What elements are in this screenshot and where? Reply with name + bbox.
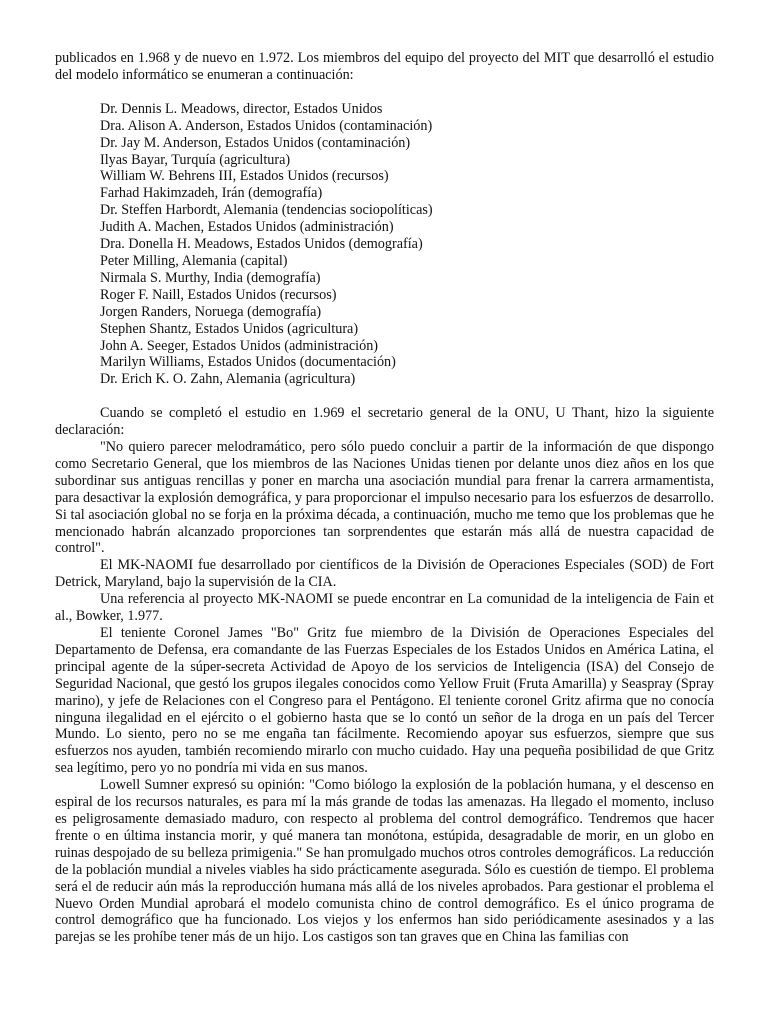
list-item: Dr. Jay M. Anderson, Estados Unidos (contaminación) [100,134,411,151]
list-item: Stephen Shantz, Estados Unidos (agricultura) [100,320,359,337]
list-item: John A. Seeger, Estados Unidos (administración) [100,337,379,354]
list-item: Ilyas Bayar, Turquía (agricultura) [100,151,291,168]
document-page [55,50,714,946]
list-item: Nirmala S. Murthy, India (demografía) [100,269,321,286]
list-item: William W. Behrens III, Estados Unidos (recursos) [100,168,389,185]
team-members-list [55,101,714,388]
un-study-paragraph: Cuando se completó el estudio en 1.969 el secretario general de la ONU, U Thant, hizo la siguiente declaración: [55,405,714,439]
list-item: Dr. Steffen Harbordt, Alemania (tendencias sociopolíticas) [100,202,433,219]
mk-naomi-reference: Una referencia al proyecto MK-NAOMI se puede encontrar en La comunidad de la inteligencia de Fain et al., Bowker, 1.977. [55,591,714,625]
list-item: Peter Milling, Alemania (capital) [100,252,288,269]
intro-paragraph: publicados en 1.968 y de nuevo en 1.972. Los miembros del equipo del proyecto del MIT que desarrolló el estudio del modelo informático se enumeran a continuación: [55,50,714,83]
list-item: Judith A. Machen, Estados Unidos (administración) [100,219,394,236]
list-item: Dra. Alison A. Anderson, Estados Unidos (contaminación) [100,117,433,134]
list-item: Roger F. Naill, Estados Unidos (recursos) [100,286,337,303]
gritz-paragraph: El teniente Coronel James "Bo" Gritz fue miembro de la División de Operaciones Especiales del Departamento de Defensa, era comandante de las Fuerzas Especiales de los Estados Unidos en América Latina, el principal agente de la súper-secreta Actividad de Apoyo de los servicios de Inteligencia (ISA) del Consejo de Seguridad Nacional, que gestó los grupos ilegales conocidos como Yellow Fruit (Fruta Amarilla) y Seaspray (Spray marino), y jefe de Relaciones con el Congreso para el Pentágono. El teniente coronel Gritz afirma que no conocía ninguna ilegalidad en el ejército o el gobierno hasta que se lo contó un señor de la droga en un país del Tercer Mundo. Lo siento, pero no se me engaña tan fácilmente. Recomiendo apoyar sus esfuerzos, siempre que sus esfuerzos nos ayuden, también recomiendo mirarlo con mucho cuidado. Hay una pequeña posibilidad de que Gritz sea legítimo, pero yo no pondría mi vida en sus manos. [55,625,714,777]
mk-naomi-paragraph: El MK-NAOMI fue desarrollado por científicos de la División de Operaciones Especiales (SOD) de Fort Detrick, Maryland, bajo la supervisión de la CIA. [55,557,714,591]
list-item: Dr. Erich K. O. Zahn, Alemania (agricultura) [100,371,356,388]
list-item: Dr. Dennis L. Meadows, director, Estados Unidos [100,100,383,117]
list-item: Marilyn Williams, Estados Unidos (documentación) [100,354,396,371]
list-item: Jorgen Randers, Noruega (demografía) [100,303,322,320]
list-item: Dra. Donella H. Meadows, Estados Unidos (demografía) [100,236,423,253]
sumner-paragraph: Lowell Sumner expresó su opinión: "Como biólogo la explosión de la población humana, y el descenso en espiral de los recursos naturales, es para mí la más grande de todas las amenazas. Ha llegado el momento, incluso es peligrosamente demasiado maduro, con respecto al problema del control demográfico. Tendremos que hacer frente o en última instancia morir, y qué manera tan monótona, estúpida, desagradable de morir, en un globo en ruinas despojado de su belleza primigenia." Se han promulgado muchos otros controles demográficos. La reducción de la población mundial a niveles viables ha sido prácticamente asegurada. Sólo es cuestión de tiempo. El problema será el de reducir aún más la reproducción humana más allá de los niveles aprobados. Para gestionar el problema el Nuevo Orden Mundial aprobará el modelo comunista chino de control demográfico. Es el único programa de control demográfico que ha funcionado. Los viejos y los enfermos han sido periódicamente asesinados y a las parejas se les prohíbe tener más de un hijo. Los castigos son tan graves que en China las familias con [55,777,714,946]
u-thant-quote: "No quiero parecer melodramático, pero sólo puedo concluir a partir de la información de que dispongo como Secretario General, que los miembros de las Naciones Unidas tienen por delante unos diez años en los que subordinar sus antiguas rencillas y poner en marcha una asociación mundial para frenar la carrera armamentista, para desactivar la explosión demográfica, y para proporcionar el impulso necesario para los esfuerzos de desarrollo. Si tal asociación global no se forja en la próxima década, a continuación, mucho me temo que los problemas que he mencionado habrán alcanzado proporciones tan sorprendentes que estarán más allá de nuestra capacidad de control". [55,439,714,557]
list-item: Farhad Hakimzadeh, Irán (demografía) [100,185,323,202]
